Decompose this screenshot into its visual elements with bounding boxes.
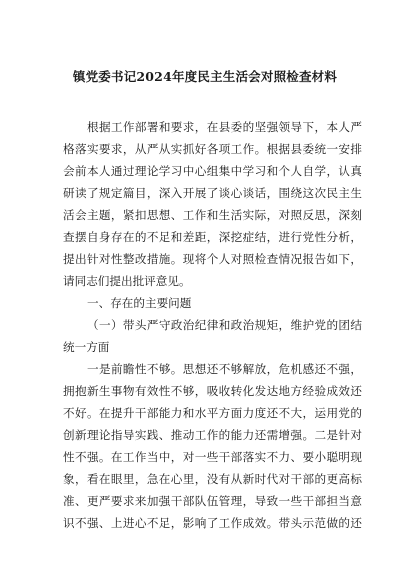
subsection-heading: [63, 314, 362, 358]
paragraph-line: 活会主题，紧扣思想、工作和生活实际，对照反思，深刻: [63, 208, 362, 222]
paragraph-line: 请同志们提出批评意见。: [63, 274, 191, 288]
paragraph-line: 拥抱新生事物有效性不够，吸收转化发达地方经验成效还: [63, 384, 362, 398]
paragraph-line: 性不强。在工作当中，对一些干部落实不力、要小聪明现: [63, 450, 362, 464]
paragraph-line: 创新理论指导实践、推动工作的能力还需增强。二是针对: [63, 428, 362, 442]
heading-line: 统一方面: [63, 340, 110, 354]
section-heading: [63, 292, 362, 314]
document-title: 镇党委书记2024年度民主生活会对照检查材料: [72, 69, 338, 84]
paragraph-line: 会前本人通过理论学习中心组集中学习和个人自学，认真: [63, 164, 362, 178]
paragraph-line: 格落实要求，从严从实抓好各项工作。根据县委统一安排: [63, 142, 362, 156]
heading-line: （一）带头严守政治纪律和政治规矩，维护党的团结: [87, 318, 362, 332]
paragraph-line: 一是前瞻性不够。思想还不够解放，危机感还不强，: [87, 362, 362, 376]
document-body: [63, 116, 362, 534]
paragraph-line: 象，看在眼里，急在心里，没有从新时代对干部的更高标: [63, 472, 362, 486]
paragraph-body-1: [63, 358, 362, 534]
paragraph-line: 准、更严要求来加强干部队伍管理，导致一些干部担当意: [63, 494, 362, 508]
paragraph-line: 提出针对性整改措施。现将个人对照检查情况报告如下，: [63, 252, 362, 266]
paragraph-line: 根据工作部署和要求，在县委的坚强领导下，本人严: [87, 120, 362, 134]
paragraph-line: 研读了规定篇目，深入开展了谈心谈话，围绕这次民主生: [63, 186, 362, 200]
paragraph-line: 查摆自身存在的不足和差距，深挖症结，进行党性分析，: [63, 230, 362, 244]
heading-line: 一、存在的主要问题: [87, 296, 192, 310]
paragraph-line: 不好。在提升干部能力和水平方面力度还不大，运用党的: [63, 406, 362, 420]
paragraph-line: 识不强、上进心不足，影响了工作成效。带头示范做的还: [63, 516, 362, 530]
paragraph-intro: [63, 116, 362, 292]
